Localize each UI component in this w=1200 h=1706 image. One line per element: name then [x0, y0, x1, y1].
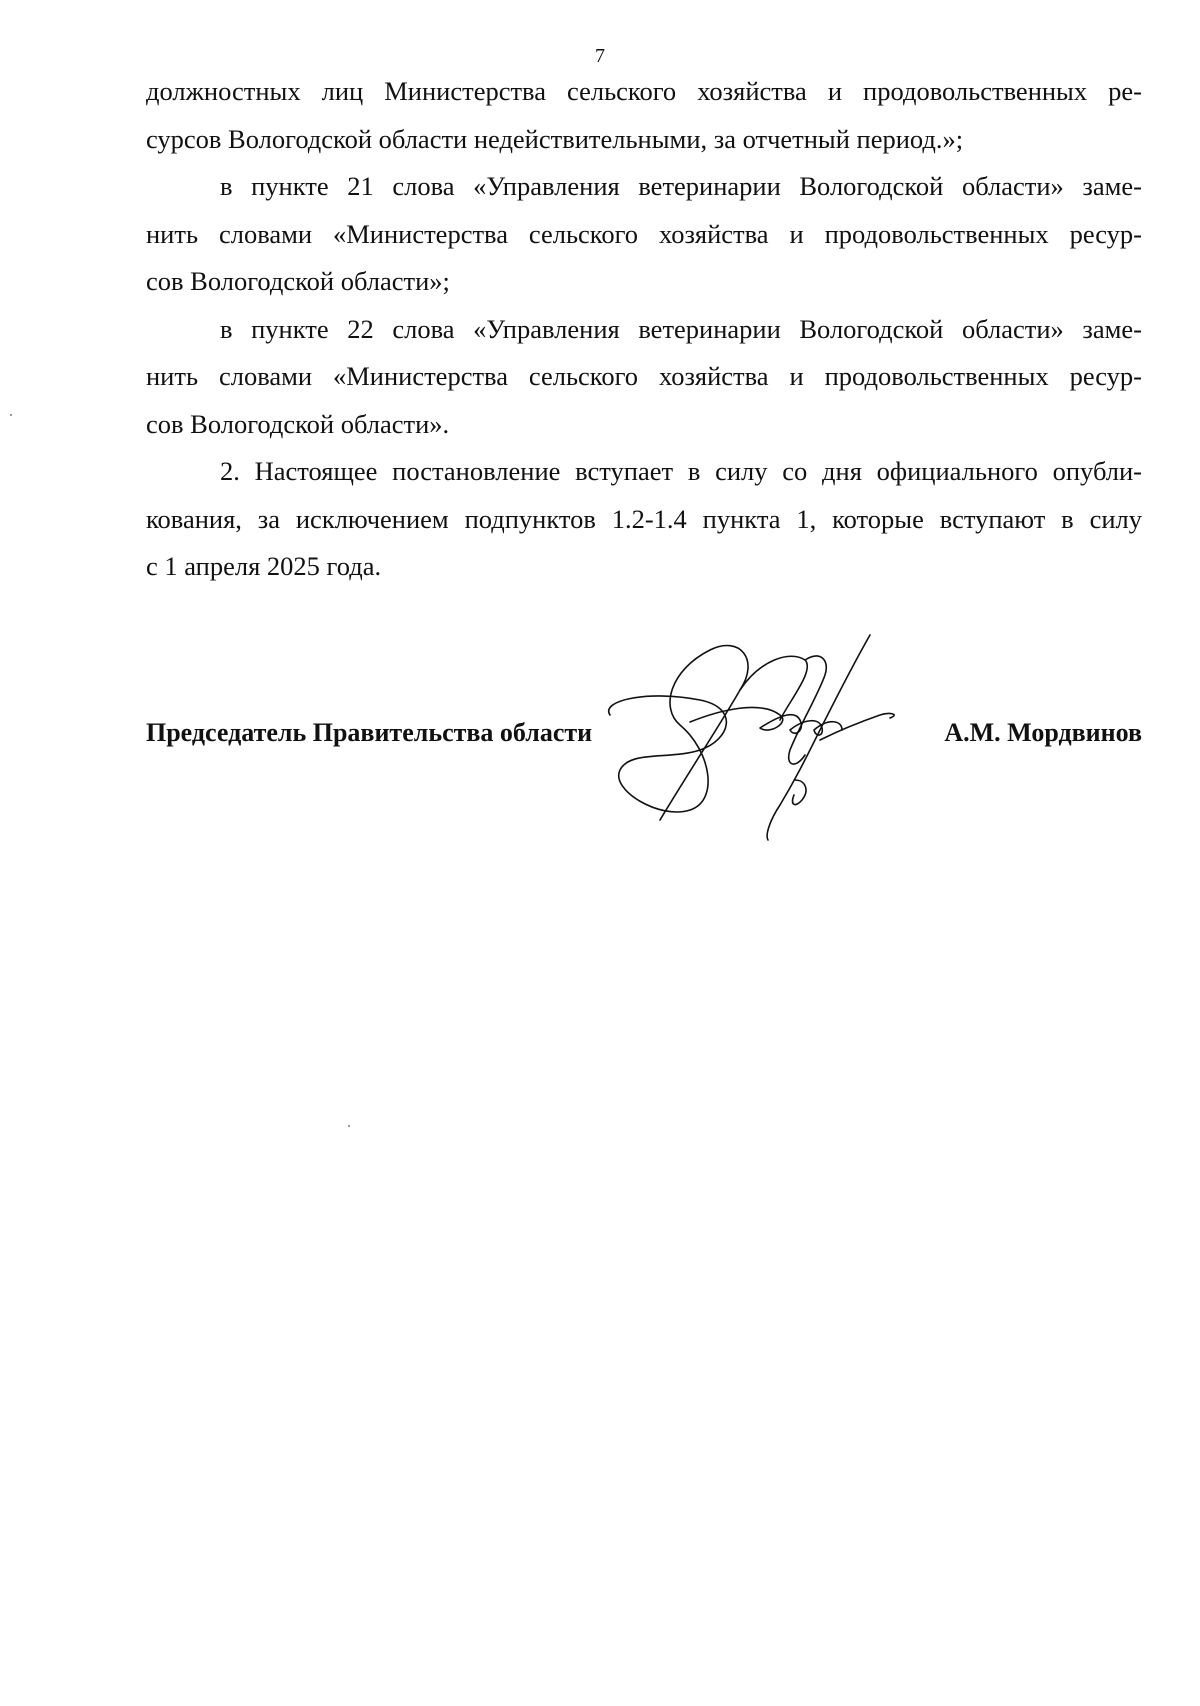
signature-stroke-right	[740, 656, 826, 764]
paragraph-1-line-2: сурсов Вологодской области недействительными, за отчетный период.»;	[146, 123, 964, 154]
signer-title: Председатель Правительства области	[146, 718, 593, 747]
signature-stroke-diagonal	[767, 635, 870, 840]
paragraph-2-line-1: в пункте 21 слова «Управления ветеринарии Вологодской области» заме-	[220, 171, 1142, 201]
page-number: 7	[595, 45, 605, 67]
scan-speck	[348, 1125, 350, 1127]
signature-stroke-tail	[820, 714, 894, 740]
paragraph-2-line-3: сов Вологодской области»;	[146, 266, 450, 296]
document-body	[146, 68, 1142, 591]
paragraph-4-line-1: 2. Настоящее постановление вступает в силу со дня официального опубли-	[220, 456, 1142, 486]
paragraph-3-line-2: нить словами «Министерства сельского хозяйства и продовольственных ресур-	[146, 361, 1142, 391]
paragraph-4-line-2: кования, за исключением подпунктов 1.2-1.4 пункта 1, которые вступают в силу	[146, 503, 1142, 534]
paragraph-1-line-1: должностных лиц Министерства сельского хозяйства и продовольственных ре-	[146, 76, 1142, 106]
paragraph-2-line-2: нить словами «Министерства сельского хозяйства и продовольственных ресур-	[146, 218, 1142, 249]
handwritten-signature	[590, 630, 970, 840]
paragraph-3-line-1: в пункте 22 слова «Управления ветеринарии Вологодской области» заме-	[220, 313, 1142, 344]
signature-stroke-loop	[609, 646, 748, 820]
signer-name: А.М. Мордвинов	[944, 718, 1142, 747]
signature-stroke-lower	[793, 780, 806, 805]
paragraph-4-line-3: с 1 апреля 2025 года.	[146, 551, 382, 581]
scan-speck	[10, 414, 12, 416]
paragraph-3-line-3: сов Вологодской области».	[146, 408, 450, 439]
